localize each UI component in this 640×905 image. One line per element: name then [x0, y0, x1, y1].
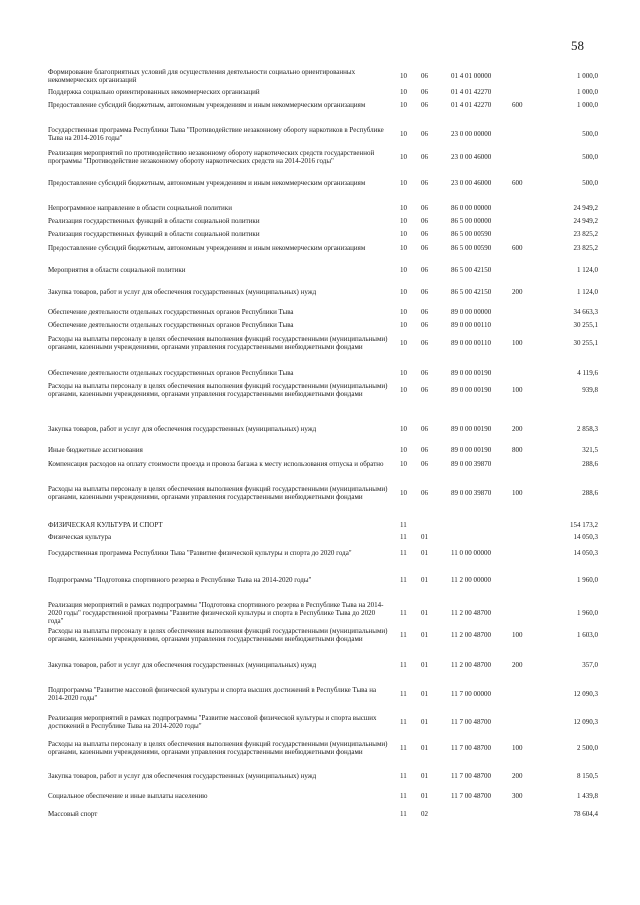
- cell-name: Закупка товаров, работ и услуг для обеспечения государственных (муниципальных) нужд: [48, 661, 317, 669]
- cell-pr: 06: [421, 230, 428, 238]
- cell-sum: 12 090,3: [573, 690, 598, 698]
- cell-sum: 2 858,3: [577, 425, 598, 433]
- cell-pr: 01: [421, 744, 428, 752]
- cell-sum: 500,0: [582, 153, 598, 161]
- cell-name: Предоставление субсидий бюджетным, автономным учреждениям и иным некоммерческим организациям: [48, 179, 366, 187]
- cell-vr: 800: [512, 446, 523, 454]
- cell-pr: 01: [421, 576, 428, 584]
- table-row: [0, 549, 640, 557]
- table-row: [0, 576, 640, 584]
- cell-rz: 10: [400, 308, 407, 316]
- table-row: [0, 335, 640, 351]
- cell-pr: 01: [421, 631, 428, 639]
- cell-rz: 10: [400, 244, 407, 252]
- cell-rz: 10: [400, 460, 407, 468]
- cell-pr: 01: [421, 609, 428, 617]
- table-row: [0, 101, 640, 109]
- table-row: [0, 382, 640, 398]
- cell-rz: 11: [400, 772, 407, 780]
- cell-name: Расходы на выплаты персоналу в целях обеспечения выполнения функций государственными (муниципальными) органами, казенными учреждениями, органами управления государственными внебюджетными фондами: [48, 740, 388, 756]
- cell-rz: 11: [400, 521, 407, 529]
- table-row: [0, 740, 640, 756]
- table-row: [0, 521, 640, 529]
- cell-name: Реализация государственных функций в области социальной политики: [48, 230, 260, 238]
- cell-pr: 06: [421, 386, 428, 394]
- cell-vr: 100: [512, 744, 523, 752]
- cell-vr: 600: [512, 101, 523, 109]
- cell-cs: 86 5 00 42150: [451, 288, 492, 296]
- cell-sum: 321,5: [582, 446, 598, 454]
- cell-pr: 06: [421, 204, 428, 212]
- table-row: [0, 244, 640, 252]
- cell-vr: 600: [512, 179, 523, 187]
- cell-vr: 100: [512, 339, 523, 347]
- cell-pr: 01: [421, 549, 428, 557]
- cell-pr: 06: [421, 321, 428, 329]
- cell-sum: 1 124,0: [577, 266, 598, 274]
- cell-name: Предоставление субсидий бюджетным, автономным учреждениям и иным некоммерческим организациям: [48, 244, 366, 252]
- table-row: [0, 321, 640, 329]
- cell-vr: 200: [512, 661, 523, 669]
- table-row: [0, 217, 640, 225]
- cell-name: Иные бюджетные ассигнования: [48, 446, 143, 454]
- table-row: [0, 308, 640, 316]
- cell-pr: 06: [421, 179, 428, 187]
- cell-vr: 100: [512, 386, 523, 394]
- cell-cs: 89 0 00 00000: [451, 308, 492, 316]
- cell-name: Обеспечение деятельности отдельных государственных органов Республики Тыва: [48, 321, 294, 329]
- cell-rz: 10: [400, 204, 407, 212]
- table-row: [0, 601, 640, 625]
- cell-pr: 06: [421, 446, 428, 454]
- table-row: [0, 425, 640, 433]
- cell-vr: 200: [512, 425, 523, 433]
- cell-pr: 06: [421, 153, 428, 161]
- cell-rz: 11: [400, 576, 407, 584]
- cell-rz: 10: [400, 425, 407, 433]
- cell-cs: 01 4 01 42270: [451, 101, 492, 109]
- cell-cs: 86 5 00 00590: [451, 244, 492, 252]
- cell-rz: 10: [400, 88, 407, 96]
- cell-cs: 01 4 01 00000: [451, 72, 492, 80]
- cell-sum: 30 255,1: [573, 339, 598, 347]
- cell-cs: 11 2 00 48700: [451, 609, 491, 617]
- table-row: [0, 627, 640, 643]
- cell-pr: 01: [421, 690, 428, 698]
- cell-name: ФИЗИЧЕСКАЯ КУЛЬТУРА И СПОРТ: [48, 521, 163, 529]
- cell-cs: 11 7 00 48700: [451, 718, 491, 726]
- cell-rz: 10: [400, 217, 407, 225]
- cell-sum: 8 150,5: [577, 772, 598, 780]
- cell-rz: 10: [400, 153, 407, 161]
- cell-rz: 10: [400, 339, 407, 347]
- cell-sum: 1 000,0: [577, 72, 598, 80]
- cell-rz: 11: [400, 533, 407, 541]
- cell-pr: 02: [421, 810, 428, 818]
- cell-cs: 89 0 00 00190: [451, 446, 492, 454]
- table-row: [0, 204, 640, 212]
- cell-sum: 500,0: [582, 130, 598, 138]
- cell-pr: 06: [421, 308, 428, 316]
- cell-rz: 11: [400, 810, 407, 818]
- cell-pr: 06: [421, 460, 428, 468]
- cell-rz: 10: [400, 230, 407, 238]
- cell-sum: 1 000,0: [577, 88, 598, 96]
- cell-rz: 10: [400, 72, 407, 80]
- cell-sum: 23 825,2: [573, 244, 598, 252]
- table-row: [0, 661, 640, 669]
- cell-sum: 30 255,1: [573, 321, 598, 329]
- cell-name: Расходы на выплаты персоналу в целях обеспечения выполнения функций государственными (муниципальными) органами, казенными учреждениями, органами управления государственными внебюджетными фондами: [48, 382, 388, 398]
- table-row: [0, 772, 640, 780]
- cell-vr: 600: [512, 244, 523, 252]
- cell-pr: 01: [421, 718, 428, 726]
- cell-pr: 06: [421, 72, 428, 80]
- cell-name: Государственная программа Республики Тыва "Развитие физической культуры и спорта до 2020 года": [48, 549, 352, 557]
- cell-name: Реализация мероприятий в рамках подпрограммы "Развитие массовой физической культуры и спорта высших достижений в Республике Тыва на 2014-2020 годы": [48, 714, 377, 730]
- cell-cs: 11 7 00 48700: [451, 792, 491, 800]
- cell-rz: 10: [400, 288, 407, 296]
- table-row: [0, 149, 640, 165]
- cell-cs: 11 2 00 48700: [451, 661, 491, 669]
- cell-rz: 11: [400, 744, 407, 752]
- cell-name: Непрограммное направление в области социальной политики: [48, 204, 232, 212]
- cell-name: Мероприятия в области социальной политики: [48, 266, 186, 274]
- cell-rz: 11: [400, 661, 407, 669]
- cell-cs: 23 0 00 46000: [451, 179, 492, 187]
- cell-sum: 24 949,2: [573, 217, 598, 225]
- cell-name: Реализация мероприятий в рамках подпрограммы "Подготовка спортивного резерва в Республике Тыва на 2014-2020 годы" государственной программы "Развитие физической культуры и спорта в Республике Тыва до 2020 года": [48, 601, 384, 625]
- cell-sum: 1 960,0: [577, 576, 598, 584]
- cell-name: Подпрограмма "Развитие массовой физической культуры и спорта высших достижений в Республике Тыва на 2014-2020 годы": [48, 686, 377, 702]
- cell-vr: 200: [512, 288, 523, 296]
- cell-vr: 100: [512, 631, 523, 639]
- cell-rz: 10: [400, 266, 407, 274]
- cell-rz: 11: [400, 631, 407, 639]
- table-row: [0, 369, 640, 377]
- cell-sum: 24 949,2: [573, 204, 598, 212]
- cell-vr: 300: [512, 792, 523, 800]
- cell-name: Физическая культура: [48, 533, 112, 541]
- cell-name: Реализация государственных функций в области социальной политики: [48, 217, 260, 225]
- cell-cs: 89 0 00 00110: [451, 321, 491, 329]
- cell-cs: 11 7 00 00000: [451, 690, 491, 698]
- table-row: [0, 460, 640, 468]
- cell-cs: 89 0 00 00190: [451, 369, 492, 377]
- table-row: [0, 288, 640, 296]
- cell-rz: 11: [400, 549, 407, 557]
- cell-pr: 06: [421, 266, 428, 274]
- cell-pr: 01: [421, 772, 428, 780]
- cell-sum: 1 439,8: [577, 792, 598, 800]
- cell-cs: 86 5 00 00000: [451, 217, 492, 225]
- table-row: [0, 68, 640, 84]
- cell-sum: 4 119,6: [577, 369, 598, 377]
- cell-sum: 1 603,0: [577, 631, 598, 639]
- cell-pr: 06: [421, 217, 428, 225]
- cell-name: Закупка товаров, работ и услуг для обеспечения государственных (муниципальных) нужд: [48, 425, 317, 433]
- cell-name: Расходы на выплаты персоналу в целях обеспечения выполнения функций государственными (муниципальными) органами, казенными учреждениями, органами управления государственными внебюджетными фондами: [48, 627, 388, 643]
- cell-pr: 06: [421, 130, 428, 138]
- cell-name: Массовый спорт: [48, 810, 98, 818]
- cell-cs: 89 0 00 39870: [451, 489, 492, 497]
- cell-cs: 89 0 00 39870: [451, 460, 492, 468]
- table-row: [0, 686, 640, 702]
- cell-pr: 06: [421, 425, 428, 433]
- cell-sum: 357,0: [582, 661, 598, 669]
- cell-cs: 89 0 00 00190: [451, 386, 492, 394]
- cell-sum: 288,6: [582, 489, 598, 497]
- cell-vr: 200: [512, 772, 523, 780]
- cell-name: Расходы на выплаты персоналу в целях обеспечения выполнения функций государственными (муниципальными) органами, казенными учреждениями, органами управления государственными внебюджетными фондами: [48, 485, 388, 501]
- cell-name: Подпрограмма "Подготовка спортивного резерва в Республике Тыва на 2014-2020 годы": [48, 576, 312, 584]
- cell-pr: 06: [421, 101, 428, 109]
- cell-pr: 06: [421, 489, 428, 497]
- cell-rz: 11: [400, 609, 407, 617]
- cell-vr: 100: [512, 489, 523, 497]
- cell-sum: 12 090,3: [573, 718, 598, 726]
- cell-cs: 11 7 00 48700: [451, 744, 491, 752]
- cell-rz: 10: [400, 179, 407, 187]
- cell-pr: 06: [421, 369, 428, 377]
- cell-name: Обеспечение деятельности отдельных государственных органов Республики Тыва: [48, 308, 294, 316]
- page-number: 58: [571, 38, 584, 53]
- table-row: [0, 126, 640, 142]
- table-row: [0, 446, 640, 454]
- cell-rz: 10: [400, 446, 407, 454]
- table-row: [0, 230, 640, 238]
- cell-sum: 1 000,0: [577, 101, 598, 109]
- cell-sum: 154 173,2: [570, 521, 598, 529]
- cell-sum: 939,8: [582, 386, 598, 394]
- table-row: [0, 714, 640, 730]
- cell-sum: 34 663,3: [573, 308, 598, 316]
- cell-cs: 23 0 00 46000: [451, 153, 492, 161]
- cell-name: Обеспечение деятельности отдельных государственных органов Республики Тыва: [48, 369, 294, 377]
- cell-sum: 14 050,3: [573, 549, 598, 557]
- cell-sum: 78 604,4: [573, 810, 598, 818]
- cell-name: Закупка товаров, работ и услуг для обеспечения государственных (муниципальных) нужд: [48, 772, 317, 780]
- cell-cs: 86 0 00 00000: [451, 204, 492, 212]
- cell-sum: 2 500,0: [577, 744, 598, 752]
- cell-cs: 23 0 00 00000: [451, 130, 492, 138]
- cell-rz: 11: [400, 792, 407, 800]
- cell-cs: 89 0 00 00190: [451, 425, 492, 433]
- cell-rz: 10: [400, 489, 407, 497]
- cell-cs: 86 5 00 00590: [451, 230, 492, 238]
- cell-pr: 01: [421, 533, 428, 541]
- table-row: [0, 485, 640, 501]
- cell-rz: 10: [400, 101, 407, 109]
- cell-rz: 11: [400, 690, 407, 698]
- cell-cs: 89 0 00 00110: [451, 339, 491, 347]
- cell-pr: 01: [421, 792, 428, 800]
- cell-rz: 10: [400, 386, 407, 394]
- cell-name: Поддержка социально ориентированных некоммерческих организаций: [48, 88, 260, 96]
- cell-name: Формирование благоприятных условий для осуществления деятельности социально ориентированных некоммерческих организаций: [48, 68, 356, 84]
- table-row: [0, 266, 640, 274]
- cell-pr: 06: [421, 88, 428, 96]
- cell-name: Реализация мероприятий по противодействию незаконному обороту наркотических средств государственной программы "Противодействие незаконному обороту наркотических средств на 2014-2016 годы": [48, 149, 375, 165]
- table-row: [0, 533, 640, 541]
- cell-pr: 06: [421, 339, 428, 347]
- cell-name: Социальное обеспечение и иные выплаты населению: [48, 792, 208, 800]
- cell-sum: 23 825,2: [573, 230, 598, 238]
- cell-cs: 11 0 00 00000: [451, 549, 491, 557]
- cell-name: Предоставление субсидий бюджетным, автономным учреждениям и иным некоммерческим организациям: [48, 101, 366, 109]
- cell-cs: 11 2 00 48700: [451, 631, 491, 639]
- cell-name: Закупка товаров, работ и услуг для обеспечения государственных (муниципальных) нужд: [48, 288, 317, 296]
- cell-name: Государственная программа Республики Тыва "Противодействие незаконному обороту наркотиков в Республике Тыва на 2014-2016 годы": [48, 126, 384, 142]
- cell-pr: 06: [421, 244, 428, 252]
- cell-name: Расходы на выплаты персоналу в целях обеспечения выполнения функций государственными (муниципальными) органами, казенными учреждениями, органами управления государственными внебюджетными фондами: [48, 335, 388, 351]
- cell-name: Компенсация расходов на оплату стоимости проезда и провоза багажа к месту использования отпуска и обратно: [48, 460, 384, 468]
- cell-cs: 11 7 00 48700: [451, 772, 491, 780]
- cell-rz: 10: [400, 369, 407, 377]
- table-row: [0, 88, 640, 96]
- table-row: [0, 810, 640, 818]
- cell-sum: 1 124,0: [577, 288, 598, 296]
- cell-cs: 86 5 00 42150: [451, 266, 492, 274]
- table-row: [0, 792, 640, 800]
- cell-sum: 500,0: [582, 179, 598, 187]
- cell-rz: 10: [400, 130, 407, 138]
- cell-pr: 06: [421, 288, 428, 296]
- cell-pr: 01: [421, 661, 428, 669]
- cell-sum: 14 050,3: [573, 533, 598, 541]
- cell-rz: 11: [400, 718, 407, 726]
- cell-cs: 01 4 01 42270: [451, 88, 492, 96]
- cell-sum: 1 960,0: [577, 609, 598, 617]
- cell-cs: 11 2 00 00000: [451, 576, 491, 584]
- cell-rz: 10: [400, 321, 407, 329]
- cell-sum: 288,6: [582, 460, 598, 468]
- table-row: [0, 179, 640, 187]
